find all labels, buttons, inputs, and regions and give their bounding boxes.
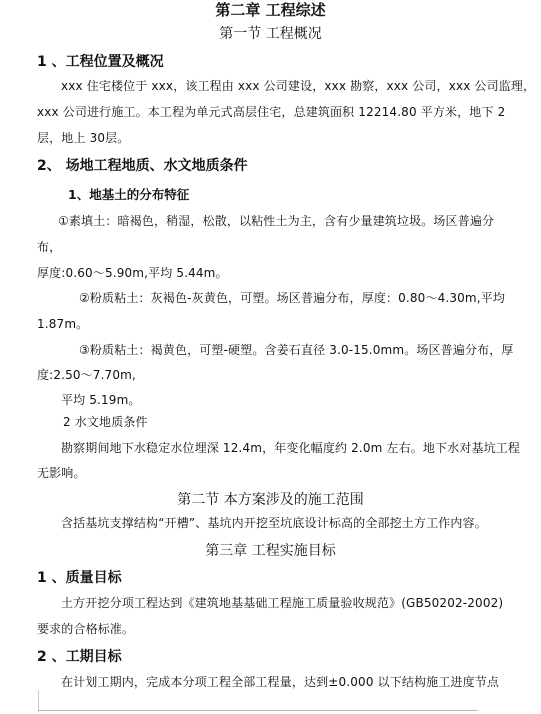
paragraph-water-line-2: 无影响。 <box>37 466 86 480</box>
chapter-3-title: 第三章 工程实施目标 <box>205 543 336 559</box>
paragraph-scope: 含括基坑支撑结构“开槽”、基坑内开挖至坑底设计标高的全部挖土方工作内容。 <box>61 516 487 530</box>
soil-3-line-2: 度:2.50～7.70m, <box>37 368 136 382</box>
paragraph-schedule-line-1: 在计划工期内，完成本分项工程全部工程量，达到±0.000 以下结构施工进度节点 <box>61 675 500 689</box>
heading-location: 1 、工程位置及概况 <box>37 54 164 70</box>
heading-quality: 1 、质量目标 <box>37 570 122 586</box>
soil-3-line-1: ③粉质粘土：褐黄色，可塑-硬塑。含姜石直径 3.0-15.0mm。场区普遍分布，厚 <box>79 343 514 357</box>
heading-soil-distribution: 1、地基土的分布特征 <box>68 187 190 202</box>
soil-2-line-1: ②粉质粘土：灰褐色-灰黄色，可塑。场区普遍分布，厚度：0.80～4.30m,平均 <box>79 291 506 305</box>
paragraph-quality-line-2: 要求的合格标准。 <box>37 622 135 636</box>
soil-2-line-2: 1.87m。 <box>37 317 89 331</box>
chapter-2-title: 第二章 工程综述 <box>215 1 326 19</box>
soil-1-line-2: 布， <box>37 240 62 254</box>
paragraph-quality-line-1: 土方开挖分项工程达到《建筑地基基础工程施工质量验收规范》(GB50202-2002) <box>61 596 504 610</box>
section-2-title: 第二节 本方案涉及的施工范围 <box>177 492 364 508</box>
paragraph-water-line-1: 勘察期间地下水稳定水位埋深 12.4m，年变化幅度约 2.0m 左右。地下水对基坑工程 <box>61 441 521 455</box>
paragraph-location-line-3: 层，地上 30层。 <box>37 131 130 145</box>
paragraph-location-line-1: xxx 住宅楼位于 xxx，该工程由 xxx 公司建设，xxx 勘察，xxx 公司，xxx 公司监理， <box>61 79 536 93</box>
paragraph-location-line-2: xxx 公司进行施工。本工程为单元式高层住宅，总建筑面积 12214.80 平方米，地下 2 <box>37 105 506 119</box>
soil-3-line-3: 平均 5.19m。 <box>61 393 141 407</box>
section-1-title: 第一节 工程概况 <box>219 26 322 42</box>
heading-schedule: 2 、工期目标 <box>37 649 122 665</box>
soil-1-line-3: 厚度:0.60～5.90m,平均 5.44m。 <box>37 266 228 280</box>
page-edge-marker <box>38 690 39 712</box>
heading-hydrogeology: 2 水文地质条件 <box>63 415 148 429</box>
page-bottom-rule <box>38 710 478 711</box>
soil-1-line-1: ①素填土：暗褐色，稍湿，松散，以粘性土为主，含有少量建筑垃圾。场区普遍分 <box>58 214 495 228</box>
heading-geology: 2、 场地工程地质、水文地质条件 <box>37 158 248 174</box>
